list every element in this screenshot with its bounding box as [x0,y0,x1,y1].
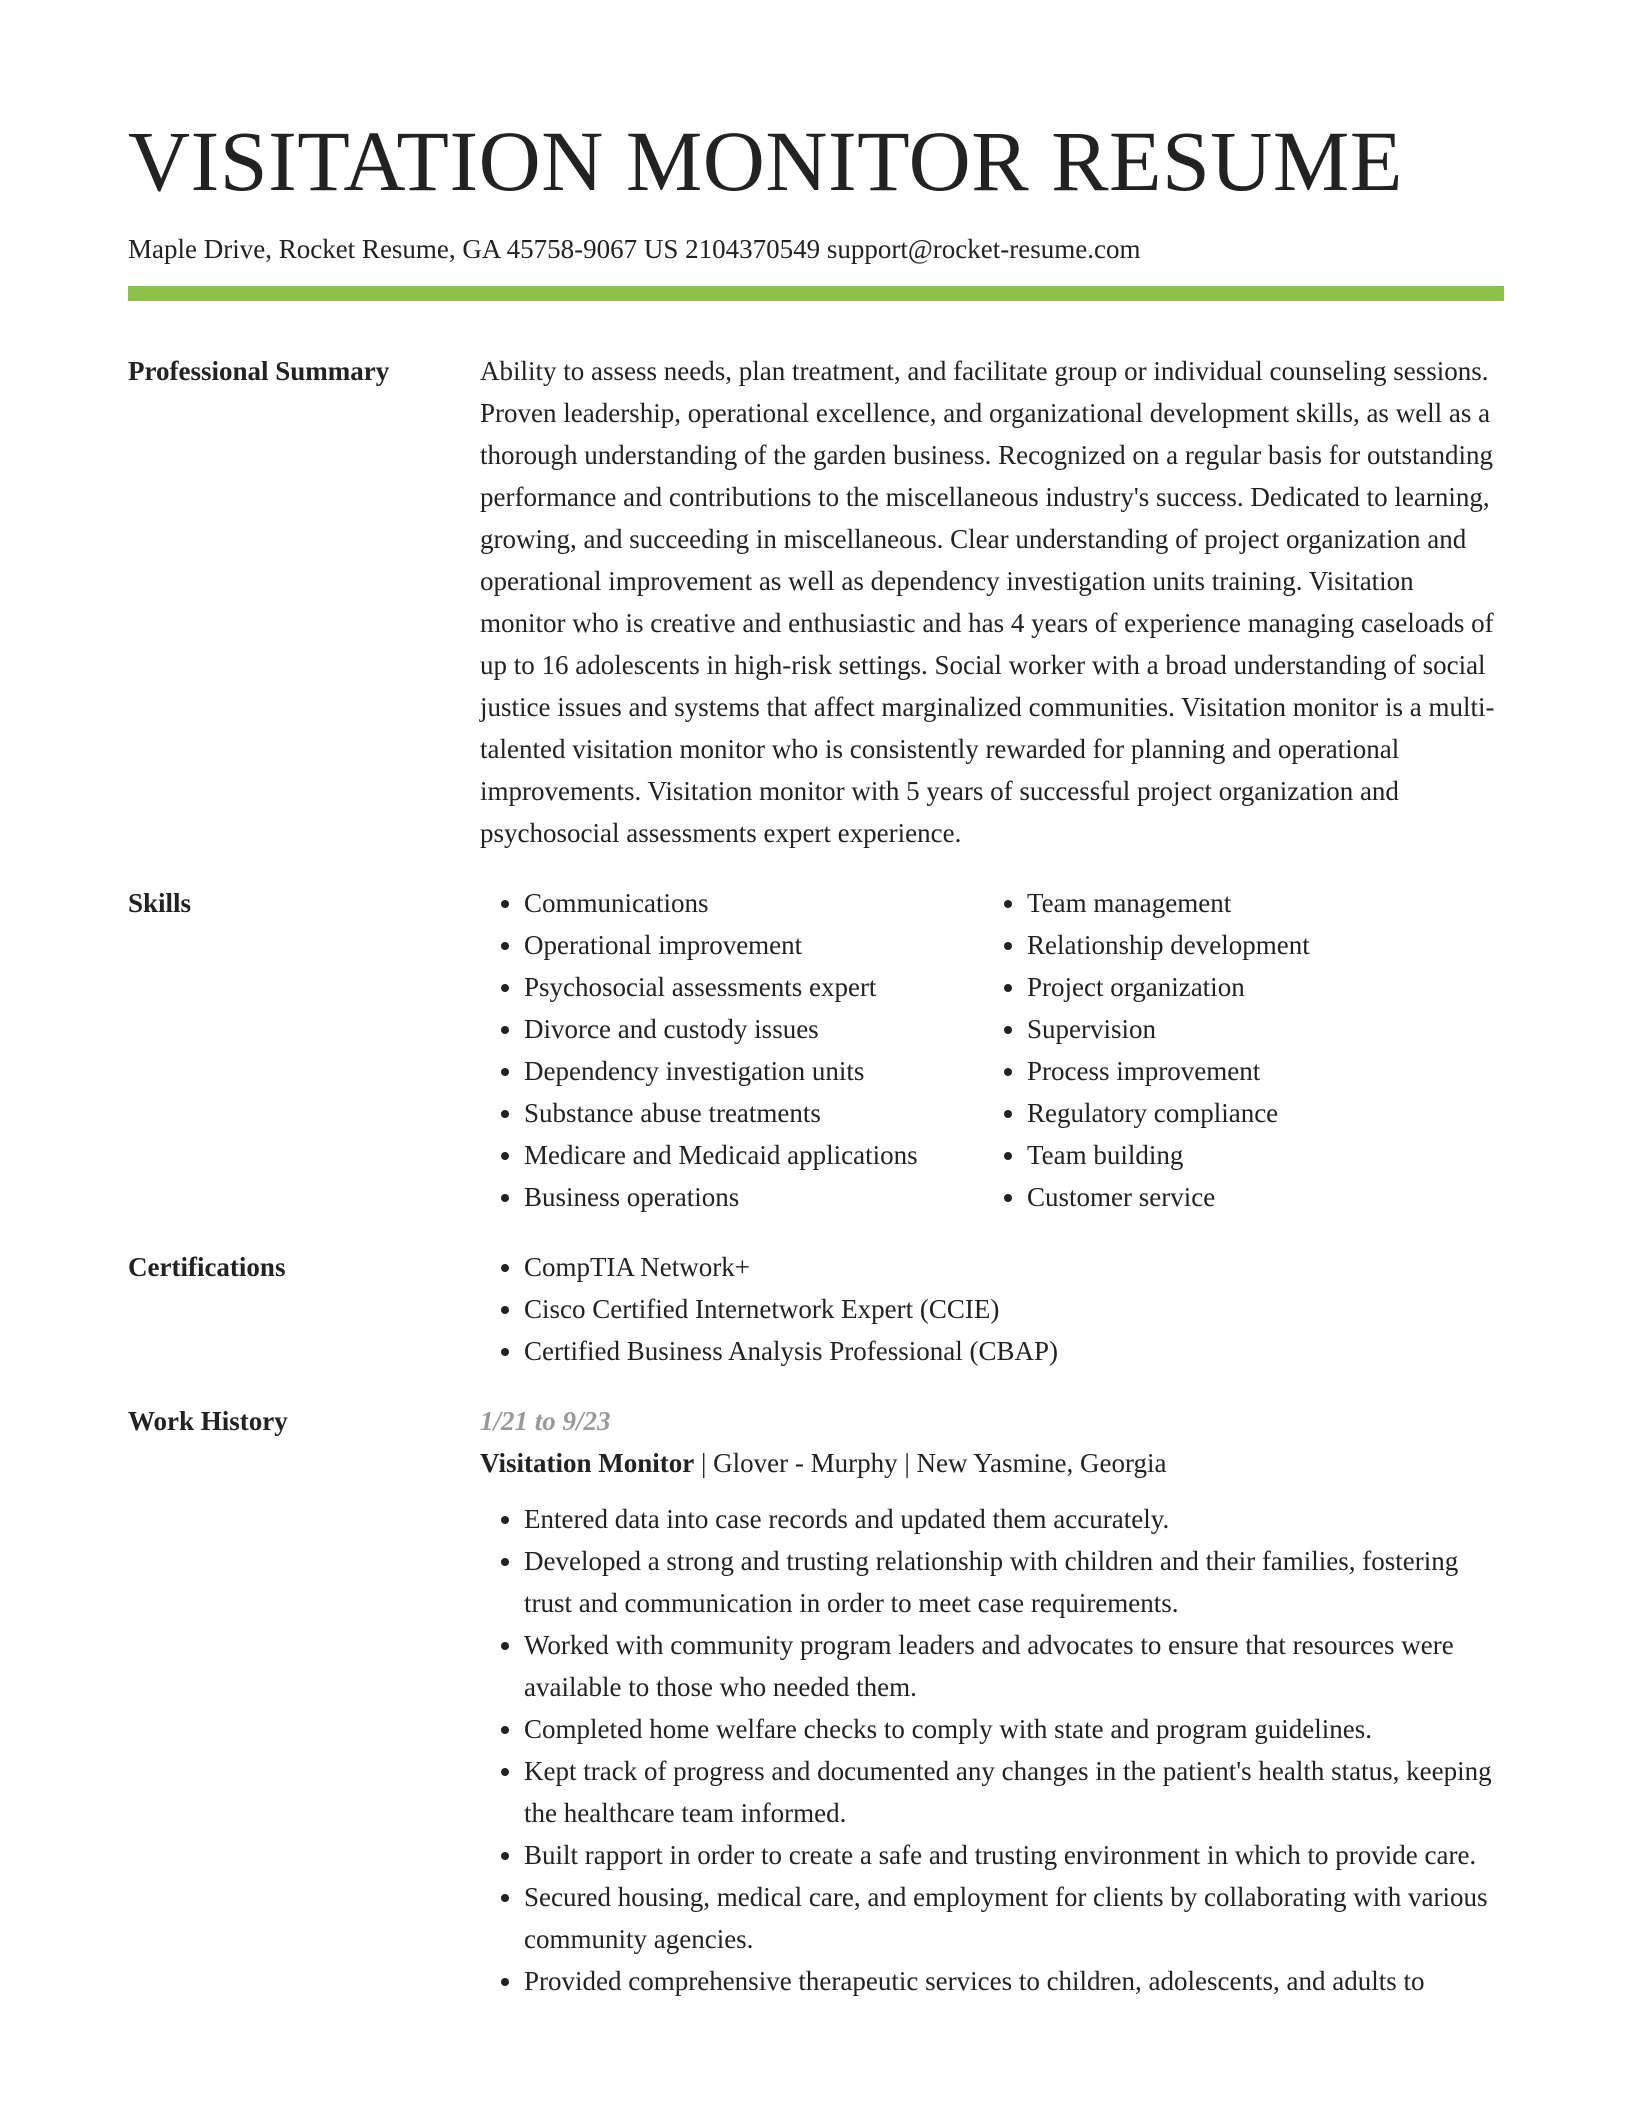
job-dates: 1/21 to 9/23 [480,1406,611,1436]
skills-label: Skills [128,888,192,918]
certification-item: • Certified Business Analysis Professional (CBAP) [524,1330,1504,1372]
skills-body [480,882,1504,1218]
skill-item: • Relationship development [1027,924,1427,966]
resume-content [128,350,1504,2030]
skill-item: • Customer service [1027,1176,1427,1218]
summary-body [480,350,1504,854]
skill-item: • Regulatory compliance [1027,1092,1427,1134]
work-history-label: Work History [128,1406,288,1436]
skill-item: • Medicare and Medicaid applications [524,1134,983,1176]
job-heading [480,1442,1504,1484]
skill-item: • Project organization [1027,966,1427,1008]
job-title: Visitation Monitor [480,1448,695,1478]
contact-line: Maple Drive, Rocket Resume, GA 45758-9067 US 2104370549 support@rocket-resume.com [128,234,1141,264]
job-bullets [480,1498,1504,2002]
job-bullet: • Secured housing, medical care, and employment for clients by collaborating with various community agencies. [524,1876,1504,1960]
job-bullet: • Developed a strong and trusting relationship with children and their families, fostering trust and communication in order to meet case requirements. [524,1540,1504,1624]
skill-item: • Business operations [524,1176,983,1218]
skill-item: • Substance abuse treatments [524,1092,983,1134]
work-history-section [128,1400,1504,2002]
job-bullet: • Built rapport in order to create a safe and trusting environment in which to provide care. [524,1834,1504,1876]
certifications-body [480,1246,1504,1372]
job-bullet: • Kept track of progress and documented any changes in the patient's health status, keeping the healthcare team informed. [524,1750,1504,1834]
skill-item: • Divorce and custody issues [524,1008,983,1050]
work-history-body [480,1400,1504,2002]
skills-list-right [983,882,1427,1218]
skill-item: • Team building [1027,1134,1427,1176]
job-bullet: • Entered data into case records and updated them accurately. [524,1498,1504,1540]
skills-list-left [480,882,983,1218]
skills-grid [480,882,1504,1218]
summary-label: Professional Summary [128,356,390,386]
skill-item: • Process improvement [1027,1050,1427,1092]
skill-item: • Supervision [1027,1008,1427,1050]
certification-item: • CompTIA Network+ [524,1246,1504,1288]
summary-text: Ability to assess needs, plan treatment, and facilitate group or individual counseling sessions. Proven leadership, operational excellence, and organizational development skills, as well as a thorough understanding of the garden business. Recognized on a regular basis for outstanding performance and contributions to the miscellaneous industry's success. Dedicated to learning, growing, and succeeding in miscellaneous. Clear understanding of project organization and operational improvement as well as dependency investigation units training. Visitation monitor who is creative and enthusiastic and has 4 years of experience managing caseloads of up to 16 adolescents in high-risk settings. Social worker with a broad understanding of social justice issues and systems that affect marginalized communities. Visitation monitor is a multi-talented visitation monitor who is consistently rewarded for planning and operational improvements. Visitation monitor with 5 years of successful project organization and psychosocial assessments expert experience. [480,356,1495,848]
certifications-list [480,1246,1504,1372]
job-entry [480,1400,1504,2002]
certification-item: • Cisco Certified Internetwork Expert (CCIE) [524,1288,1504,1330]
skill-item: • Communications [524,882,983,924]
skill-item: • Team management [1027,882,1427,924]
job-bullet: • Provided comprehensive therapeutic services to children, adolescents, and adults to [524,1960,1504,2002]
header-divider [128,286,1504,301]
skill-item: • Operational improvement [524,924,983,966]
job-details: | Glover - Murphy | New Yasmine, Georgia [694,1448,1167,1478]
certifications-label: Certifications [128,1252,286,1282]
job-bullet: • Completed home welfare checks to comply with state and program guidelines. [524,1708,1504,1750]
skills-section [128,882,1504,1218]
certifications-section [128,1246,1504,1372]
skill-item: • Psychosocial assessments expert [524,966,983,1008]
skill-item: • Dependency investigation units [524,1050,983,1092]
job-bullet: • Worked with community program leaders and advocates to ensure that resources were available to those who needed them. [524,1624,1504,1708]
summary-section [128,350,1504,854]
resume-title: VISITATION MONITOR RESUME [128,113,1403,209]
